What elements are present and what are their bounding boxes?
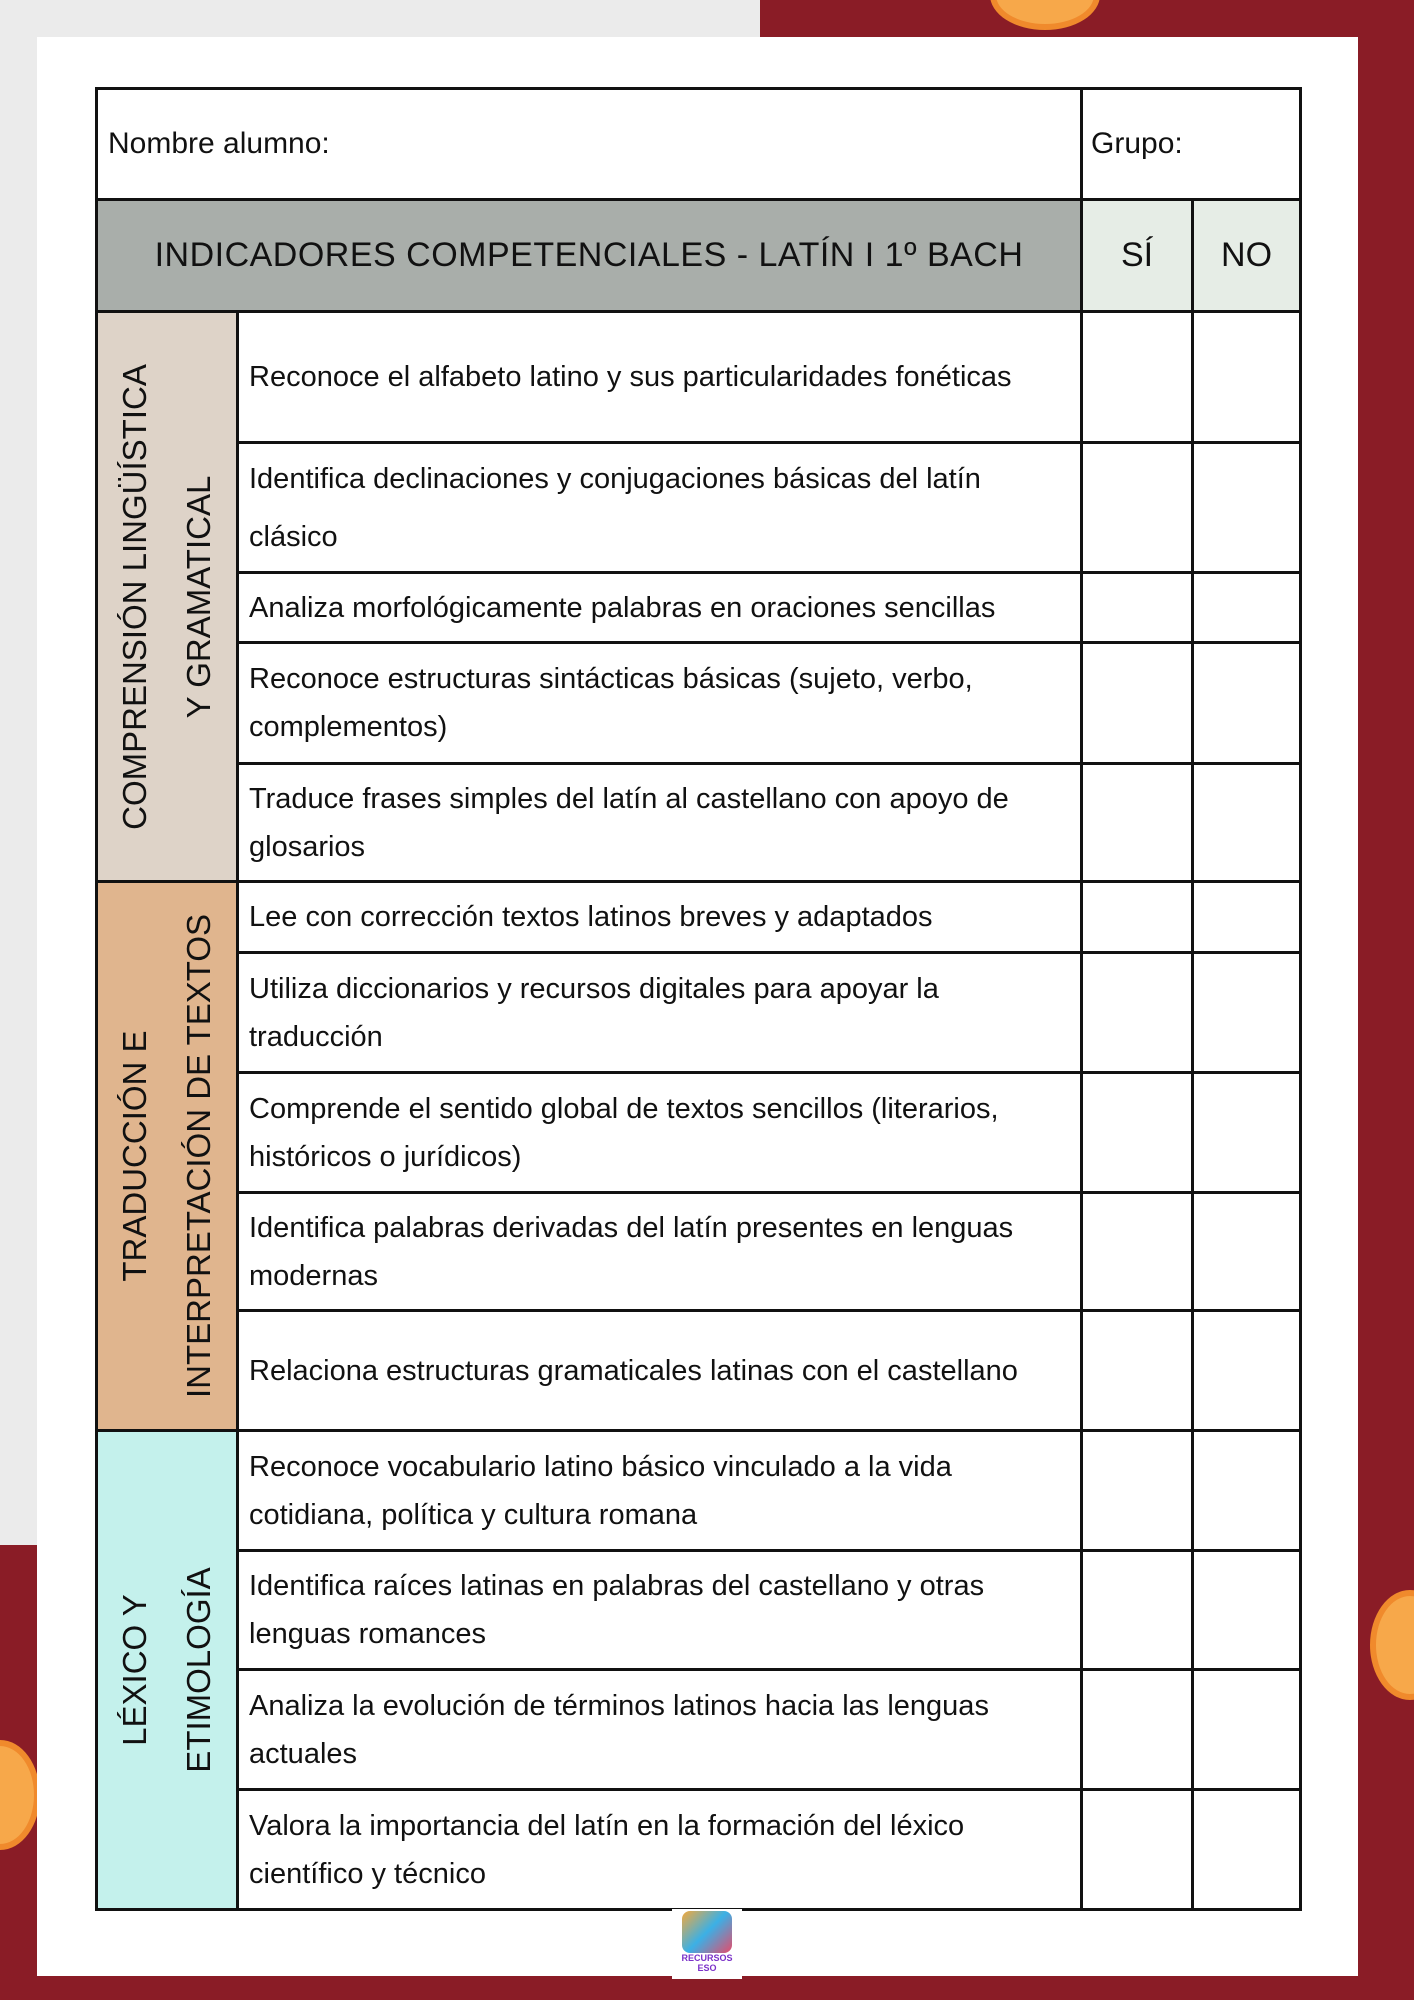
table-row [97,1670,1301,1790]
no-checkbox-cell[interactable] [1193,1193,1301,1311]
section-label [97,312,238,882]
indicator-text: Valora la importancia del latín en la formación del léxico científico y técnico [238,1790,1082,1910]
table-row [97,882,1301,953]
table-row [97,1311,1301,1431]
indicator-text: Identifica raíces latinas en palabras del castellano y otras lenguas romances [238,1551,1082,1670]
section-label [97,882,238,1431]
student-name-field[interactable] [97,89,1082,200]
no-checkbox-cell[interactable] [1193,1551,1301,1670]
yes-checkbox-cell[interactable] [1082,643,1193,764]
yes-checkbox-cell[interactable] [1082,1073,1193,1193]
table-title: INDICADORES COMPETENCIALES - LATÍN I 1º BACH [97,200,1082,312]
no-column-header: NO [1193,200,1301,312]
table-row [97,1431,1301,1551]
section-label-line: Y GRAMATICAL [180,475,217,718]
indicator-text: Lee con corrección textos latinos breves y adaptados [238,882,1082,953]
indicator-text: Traduce frases simples del latín al castellano con apoyo de glosarios [238,764,1082,882]
group-field[interactable] [1082,89,1301,200]
section-label [97,1431,238,1910]
table-row [97,764,1301,882]
yes-checkbox-cell[interactable] [1082,764,1193,882]
yes-checkbox-cell[interactable] [1082,1193,1193,1311]
table-row [97,643,1301,764]
no-checkbox-cell[interactable] [1193,882,1301,953]
table-row [97,443,1301,573]
yes-checkbox-cell[interactable] [1082,1431,1193,1551]
no-checkbox-cell[interactable] [1193,643,1301,764]
indicator-text: Reconoce el alfabeto latino y sus particularidades fonéticas [238,312,1082,443]
indicator-text: Reconoce estructuras sintácticas básicas (sujeto, verbo, complementos) [238,643,1082,764]
no-checkbox-cell[interactable] [1193,1311,1301,1431]
yes-checkbox-cell[interactable] [1082,1311,1193,1431]
section-label-line: TRADUCCIÓN E [116,1030,153,1282]
table-row [97,1790,1301,1910]
indicator-text: Analiza la evolución de términos latinos hacia las lenguas actuales [238,1670,1082,1790]
indicator-text: Identifica declinaciones y conjugaciones básicas del latín clásico [238,443,1082,573]
table-row [97,953,1301,1073]
section-label-line: INTERPRETACIÓN DE TEXTOS [180,913,217,1399]
table-row [97,312,1301,443]
no-checkbox-cell[interactable] [1193,443,1301,573]
no-checkbox-cell[interactable] [1193,1073,1301,1193]
no-checkbox-cell[interactable] [1193,1670,1301,1790]
no-checkbox-cell[interactable] [1193,764,1301,882]
indicator-text: Relaciona estructuras gramaticales latinas con el castellano [238,1311,1082,1431]
yes-checkbox-cell[interactable] [1082,1670,1193,1790]
no-checkbox-cell[interactable] [1193,573,1301,643]
table-row [97,1193,1301,1311]
no-checkbox-cell[interactable] [1193,312,1301,443]
no-checkbox-cell[interactable] [1193,1431,1301,1551]
yes-column-header: SÍ [1082,200,1193,312]
yes-checkbox-cell[interactable] [1082,953,1193,1073]
no-checkbox-cell[interactable] [1193,1790,1301,1910]
table-row [97,1073,1301,1193]
recursos-eso-logo: RECURSOS ESO [672,1909,742,1979]
yes-checkbox-cell[interactable] [1082,443,1193,573]
table-row [97,573,1301,643]
yes-checkbox-cell[interactable] [1082,312,1193,443]
indicator-text: Comprende el sentido global de textos sencillos (literarios, históricos o jurídicos) [238,1073,1082,1193]
section-label-line: COMPRENSIÓN LINGÜÍSTICA [116,363,153,830]
indicator-text: Reconoce vocabulario latino básico vinculado a la vida cotidiana, política y cultura romana [238,1431,1082,1551]
indicator-text: Utiliza diccionarios y recursos digitales para apoyar la traducción [238,953,1082,1073]
student-name-label: Nombre alumno: [108,127,330,160]
section-label-line: LÉXICO Y [116,1594,153,1746]
yes-checkbox-cell[interactable] [1082,1551,1193,1670]
competency-table [95,87,1302,1911]
table-row [97,1551,1301,1670]
yes-checkbox-cell[interactable] [1082,573,1193,643]
section-label-line: ETIMOLOGÍA [180,1567,217,1773]
indicator-text: Identifica palabras derivadas del latín presentes en lenguas modernas [238,1193,1082,1311]
yes-checkbox-cell[interactable] [1082,882,1193,953]
group-label: Grupo: [1091,127,1183,160]
indicator-text: Analiza morfológicamente palabras en oraciones sencillas [238,573,1082,643]
yes-checkbox-cell[interactable] [1082,1790,1193,1910]
no-checkbox-cell[interactable] [1193,953,1301,1073]
